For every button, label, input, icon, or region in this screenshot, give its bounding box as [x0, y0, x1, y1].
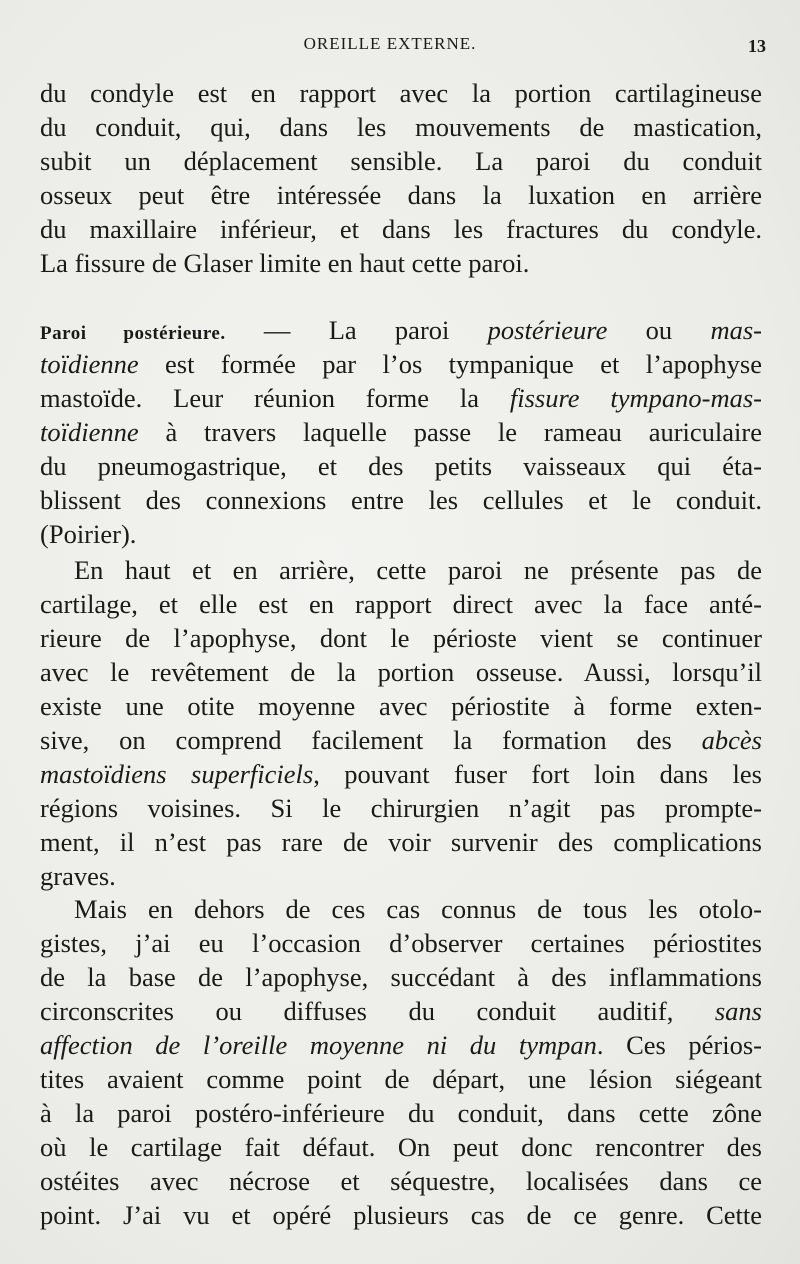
running-header — [0, 34, 800, 58]
text-line: gistes, j’ai eu l’occasion d’observer certaines périostites — [40, 928, 762, 958]
text-line: existe une otite moyenne avec périostite à forme exten- — [40, 691, 762, 721]
text-line: mastoïdiens superficiels, pouvant fuser fort loin dans les — [40, 759, 762, 789]
text-line: de la base de l’apophyse, succédant à des inflammations — [40, 962, 762, 992]
text-line: (Poirier). — [40, 519, 137, 549]
text-line: du maxillaire inférieur, et dans les fractures du condyle. — [40, 214, 762, 244]
section-heading: Paroi postérieure. — [40, 323, 226, 344]
text-line: La fissure de Glaser limite en haut cette paroi. — [40, 248, 530, 278]
text-line: blissent des connexions entre les cellules et le conduit. — [40, 485, 762, 515]
text-line: ment, il n’est pas rare de voir survenir des complications — [40, 827, 762, 857]
text-line: cartilage, et elle est en rapport direct avec la face anté- — [40, 589, 762, 619]
text-line: tites avaient comme point de départ, une lésion siégeant — [40, 1064, 762, 1094]
text-line: mastoïde. Leur réunion forme la fissure tympano-mas- — [40, 383, 762, 413]
text-line: En haut et en arrière, cette paroi ne présente pas de — [74, 555, 762, 585]
text-line: Mais en dehors de ces cas connus de tous les otolo- — [74, 894, 762, 924]
text-line: subit un déplacement sensible. La paroi du conduit — [40, 146, 762, 176]
text-line: à la paroi postéro-inférieure du conduit, dans cette zône — [40, 1098, 762, 1128]
text-line: Paroi postérieure. — La paroi postérieure ou mas- — [40, 315, 763, 345]
page-number: 13 — [748, 36, 766, 56]
text-line: graves. — [40, 861, 116, 891]
text-line: toïdienne est formée par l’os tympanique et l’apophyse — [40, 349, 762, 379]
text-line: où le cartilage fait défaut. On peut donc rencontrer des — [40, 1132, 762, 1162]
text-line: osseux peut être intéressée dans la luxation en arrière — [40, 180, 762, 210]
text-line: circonscrites ou diffuses du conduit auditif, sans — [40, 996, 762, 1026]
paragraph-2 — [40, 313, 762, 551]
paragraph-3 — [40, 553, 762, 893]
text-line: rieure de l’apophyse, dont le périoste vient se continuer — [40, 623, 762, 653]
text-line: du pneumogastrique, et des petits vaisseaux qui éta- — [40, 451, 762, 481]
text-line: ostéites avec nécrose et séquestre, localisées dans ce — [40, 1166, 762, 1196]
text-line: du condyle est en rapport avec la portion cartilagineuse — [40, 78, 762, 108]
paragraph-1 — [40, 76, 762, 280]
text-line: du conduit, qui, dans les mouvements de mastication, — [40, 112, 762, 142]
text-line: point. J’ai vu et opéré plusieurs cas de ce genre. Cette — [40, 1200, 762, 1230]
text-line: toïdienne à travers laquelle passe le rameau auriculaire — [40, 417, 762, 447]
running-title: OREILLE EXTERNE. — [303, 34, 477, 53]
text-line: avec le revêtement de la portion osseuse. Aussi, lorsqu’il — [40, 657, 762, 687]
text-line: affection de l’oreille moyenne ni du tympan. Ces périos- — [40, 1030, 762, 1060]
paragraph-4 — [40, 892, 762, 1232]
text-line: sive, on comprend facilement la formation des abcès — [40, 725, 762, 755]
text-line: régions voisines. Si le chirurgien n’agit pas prompte- — [40, 793, 762, 823]
